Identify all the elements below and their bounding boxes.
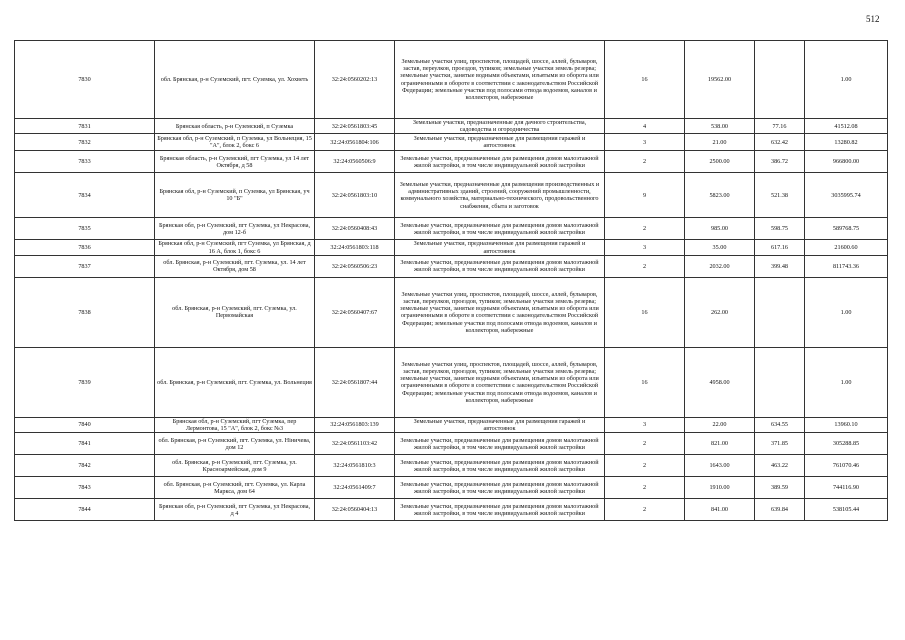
area-value: 985.00 [685,218,755,240]
row-number: 7844 [15,499,155,521]
area-value: 538.00 [685,119,755,134]
cadastral-number: 32:24:0560506:9 [315,151,395,173]
cadastral-value: 589768.75 [805,218,888,240]
land-use-type: Земельные участки, предназначенные для размещения домов малоэтажной жилой застройки, в том числе индивидуальной жилой застройки [395,151,605,173]
land-use-type: Земельные участки, предназначенные для размещения гаражей и автостоянок [395,240,605,255]
group-number: 2 [605,255,685,277]
cadastral-value: 744116.90 [805,477,888,499]
specific-value: 521.38 [755,173,805,218]
area-value: 21.00 [685,134,755,151]
table-row [15,119,888,134]
specific-value: 77.16 [755,119,805,134]
table-row [15,433,888,455]
specific-value: 617.16 [755,240,805,255]
address-cell: Брянская обл, р-н Суземский, п Суземка, ул Вольнеция, 15 "А", блок 2, бокс 6 [155,134,315,151]
specific-value: 639.84 [755,499,805,521]
cadastral-value: 305288.85 [805,433,888,455]
cadastral-number: 32:24:0561803:10 [315,173,395,218]
cadastral-value: 538105.44 [805,499,888,521]
address-cell: Брянская область, р-н Суземский, пгт Суземка, ул 14 лет Октября, д 58 [155,151,315,173]
area-value: 2032.00 [685,255,755,277]
specific-value: 386.72 [755,151,805,173]
address-cell: обл. Брянская, р-н Суземский, пгт. Суземка, ул. Вольнеция [155,347,315,417]
specific-value: 634.55 [755,417,805,432]
cadastral-number: 32:24:0561804:106 [315,134,395,151]
cadastral-value: 1.00 [805,347,888,417]
land-use-type: Земельные участки, предназначенные для размещения домов малоэтажной жилой застройки, в том числе индивидуальной жилой застройки [395,455,605,477]
table-row [15,134,888,151]
row-number: 7831 [15,119,155,134]
area-value: 2500.00 [685,151,755,173]
cadastral-value: 13280.82 [805,134,888,151]
table-row [15,151,888,173]
area-value: 5823.00 [685,173,755,218]
cadastral-value: 761070.46 [805,455,888,477]
group-number: 2 [605,151,685,173]
group-number: 2 [605,218,685,240]
table-row [15,417,888,432]
group-number: 3 [605,240,685,255]
group-number: 3 [605,134,685,151]
group-number: 16 [605,41,685,119]
specific-value [755,41,805,119]
cadastral-number: 32:24:0561803:139 [315,417,395,432]
address-cell: обл. Брянская, р-н Суземский, пгт. Суземка, ул. Карла Маркса, дом 64 [155,477,315,499]
cadastral-value-table [14,40,888,521]
cadastral-value: 13960.10 [805,417,888,432]
specific-value: 371.85 [755,433,805,455]
cadastral-number: 32:24:0561409:7 [315,477,395,499]
row-number: 7836 [15,240,155,255]
cadastral-value: 966800.00 [805,151,888,173]
cadastral-number: 32:24:0561807:44 [315,347,395,417]
page-number: 512 [866,14,880,24]
area-value: 262.00 [685,277,755,347]
table-row [15,477,888,499]
land-use-type: Земельные участки, предназначенные для размещения гаражей и автостоянок [395,417,605,432]
area-value: 1643.00 [685,455,755,477]
table-row [15,255,888,277]
specific-value: 598.75 [755,218,805,240]
table-row [15,240,888,255]
address-cell: Брянская обл, р-н Суземский, пгт Суземка, ул Брянская, д 16 А, блок 1, бокс 6 [155,240,315,255]
specific-value [755,347,805,417]
area-value: 821.00 [685,433,755,455]
table-row [15,347,888,417]
cadastral-number: 32:24:0560408:43 [315,218,395,240]
specific-value [755,277,805,347]
land-use-type: Земельные участки, предназначенные для дачного строительства, садоводства и огородничества [395,119,605,134]
cadastral-number: 32:24:0561803:45 [315,119,395,134]
cadastral-value: 41512.08 [805,119,888,134]
area-value: 19562.00 [685,41,755,119]
land-use-type: Земельные участки, предназначенные для размещения домов малоэтажной жилой застройки, в том числе индивидуальной жилой застройки [395,433,605,455]
cadastral-number: 32:24:0561803:118 [315,240,395,255]
land-use-type: Земельные участки, предназначенные для размещения домов малоэтажной жилой застройки, в том числе индивидуальной жилой застройки [395,477,605,499]
row-number: 7830 [15,41,155,119]
group-number: 16 [605,347,685,417]
row-number: 7842 [15,455,155,477]
group-number: 16 [605,277,685,347]
table-row [15,41,888,119]
row-number: 7840 [15,417,155,432]
area-value: 35.00 [685,240,755,255]
table-row [15,277,888,347]
cadastral-number: 32:24:0560202:13 [315,41,395,119]
specific-value: 463.22 [755,455,805,477]
land-use-type: Земельные участки, предназначенные для размещения домов малоэтажной жилой застройки, в том числе индивидуальной жилой застройки [395,218,605,240]
row-number: 7837 [15,255,155,277]
table-row [15,218,888,240]
cadastral-value: 1.00 [805,41,888,119]
row-number: 7843 [15,477,155,499]
cadastral-value: 811743.36 [805,255,888,277]
group-number: 9 [605,173,685,218]
address-cell: обл. Брянская, р-н Суземский, пгт. Суземка, ул. Ніничева, дом 12 [155,433,315,455]
address-cell: Брянская обл, р-н Суземский, пгт Суземка, ул Некрасова, дом 12-б [155,218,315,240]
row-number: 7839 [15,347,155,417]
group-number: 2 [605,433,685,455]
land-use-type: Земельные участки улиц, проспектов, площадей, шоссе, аллей, бульваров, застав, переулков, проездов, тупиков; земельные участки земель резерва; земельные участки, занятые водными объектами, изъятыми из оборота или ограниченными в обороте в соответствии с законодательством Российской Федерации; земельные участки под полосами отвода водоемов, каналов и коллекторов, набережные [395,347,605,417]
cadastral-number: 32:24:0560404:13 [315,499,395,521]
land-use-type: Земельные участки, предназначенные для размещения домов малоэтажной жилой застройки, в том числе индивидуальной жилой застройки [395,255,605,277]
group-number: 2 [605,455,685,477]
cadastral-number: 32:24:0561810:3 [315,455,395,477]
table-row [15,499,888,521]
land-use-type: Земельные участки, предназначенные для размещения производственных и административных зданий, строений, сооружений промышленности, коммунального хозяйства, материально-технического, продовольственного снабжения, сбыта и заготовок [395,173,605,218]
cadastral-number: 32:24:0561103:42 [315,433,395,455]
group-number: 2 [605,477,685,499]
cadastral-number: 32:24:0560407:67 [315,277,395,347]
cadastral-value: 21600.60 [805,240,888,255]
cadastral-number: 32:24:0560506:23 [315,255,395,277]
address-cell: Брянская обл, р-н Суземский, пгт Суземка, ул Некрасова, д 4 [155,499,315,521]
row-number: 7833 [15,151,155,173]
specific-value: 389.59 [755,477,805,499]
land-use-type: Земельные участки, предназначенные для размещения домов малоэтажной жилой застройки, в том числе индивидуальной жилой застройки [395,499,605,521]
group-number: 2 [605,499,685,521]
area-value: 841.00 [685,499,755,521]
address-cell: Брянская обл, р-н Суземский, пгт Суземка, пер Лермонтова, 15 "А", блок 2, бокс №3 [155,417,315,432]
area-value: 4958.00 [685,347,755,417]
area-value: 22.00 [685,417,755,432]
area-value: 1910.00 [685,477,755,499]
row-number: 7832 [15,134,155,151]
row-number: 7834 [15,173,155,218]
land-use-type: Земельные участки улиц, проспектов, площадей, шоссе, аллей, бульваров, застав, переулков, проездов, тупиков; земельные участки земель резерва; земельные участки, занятые водными объектами, изъятыми из оборота или ограниченными в обороте в соответствии с законодательством Российской Федерации; земельные участки под полосами отвода водоемов, каналов и коллекторов, набережные [395,277,605,347]
address-cell: обл. Брянская, р-н Суземский, пгт. Суземка, ул. 14 лет Октября, дом 58 [155,255,315,277]
address-cell: обл. Брянская, р-н Суземский, пгт. Суземка, ул. Хохветь [155,41,315,119]
land-use-type: Земельные участки улиц, проспектов, площадей, шоссе, аллей, бульваров, застав, переулков, проездов, тупиков; земельные участки земель резерва; земельные участки, занятые водными объектами, изъятыми из оборота или ограниченными в обороте в соответствии с законодательством Российской Федерации; земельные участки под полосами отвода водоемов, каналов и коллекторов, набережные [395,41,605,119]
row-number: 7838 [15,277,155,347]
cadastral-value: 1.00 [805,277,888,347]
specific-value: 399.48 [755,255,805,277]
group-number: 4 [605,119,685,134]
row-number: 7841 [15,433,155,455]
address-cell: обл. Брянская, р-н Суземский, пгт. Суземка, ул. Красноармейская, дом 9 [155,455,315,477]
table-body [15,41,888,521]
group-number: 3 [605,417,685,432]
land-use-type: Земельные участки, предназначенные для размещения гаражей и автостоянок [395,134,605,151]
cadastral-value: 3035995.74 [805,173,888,218]
table-row [15,455,888,477]
address-cell: Брянская область, р-н Суземский, п Суземка [155,119,315,134]
table-row [15,173,888,218]
address-cell: Брянская обл, р-н Суземский, п Суземка, ул Брянская, уч 10 "Б" [155,173,315,218]
address-cell: обл. Брянская, р-н Суземский, пгт. Суземка, ул. Первомайская [155,277,315,347]
row-number: 7835 [15,218,155,240]
specific-value: 632.42 [755,134,805,151]
